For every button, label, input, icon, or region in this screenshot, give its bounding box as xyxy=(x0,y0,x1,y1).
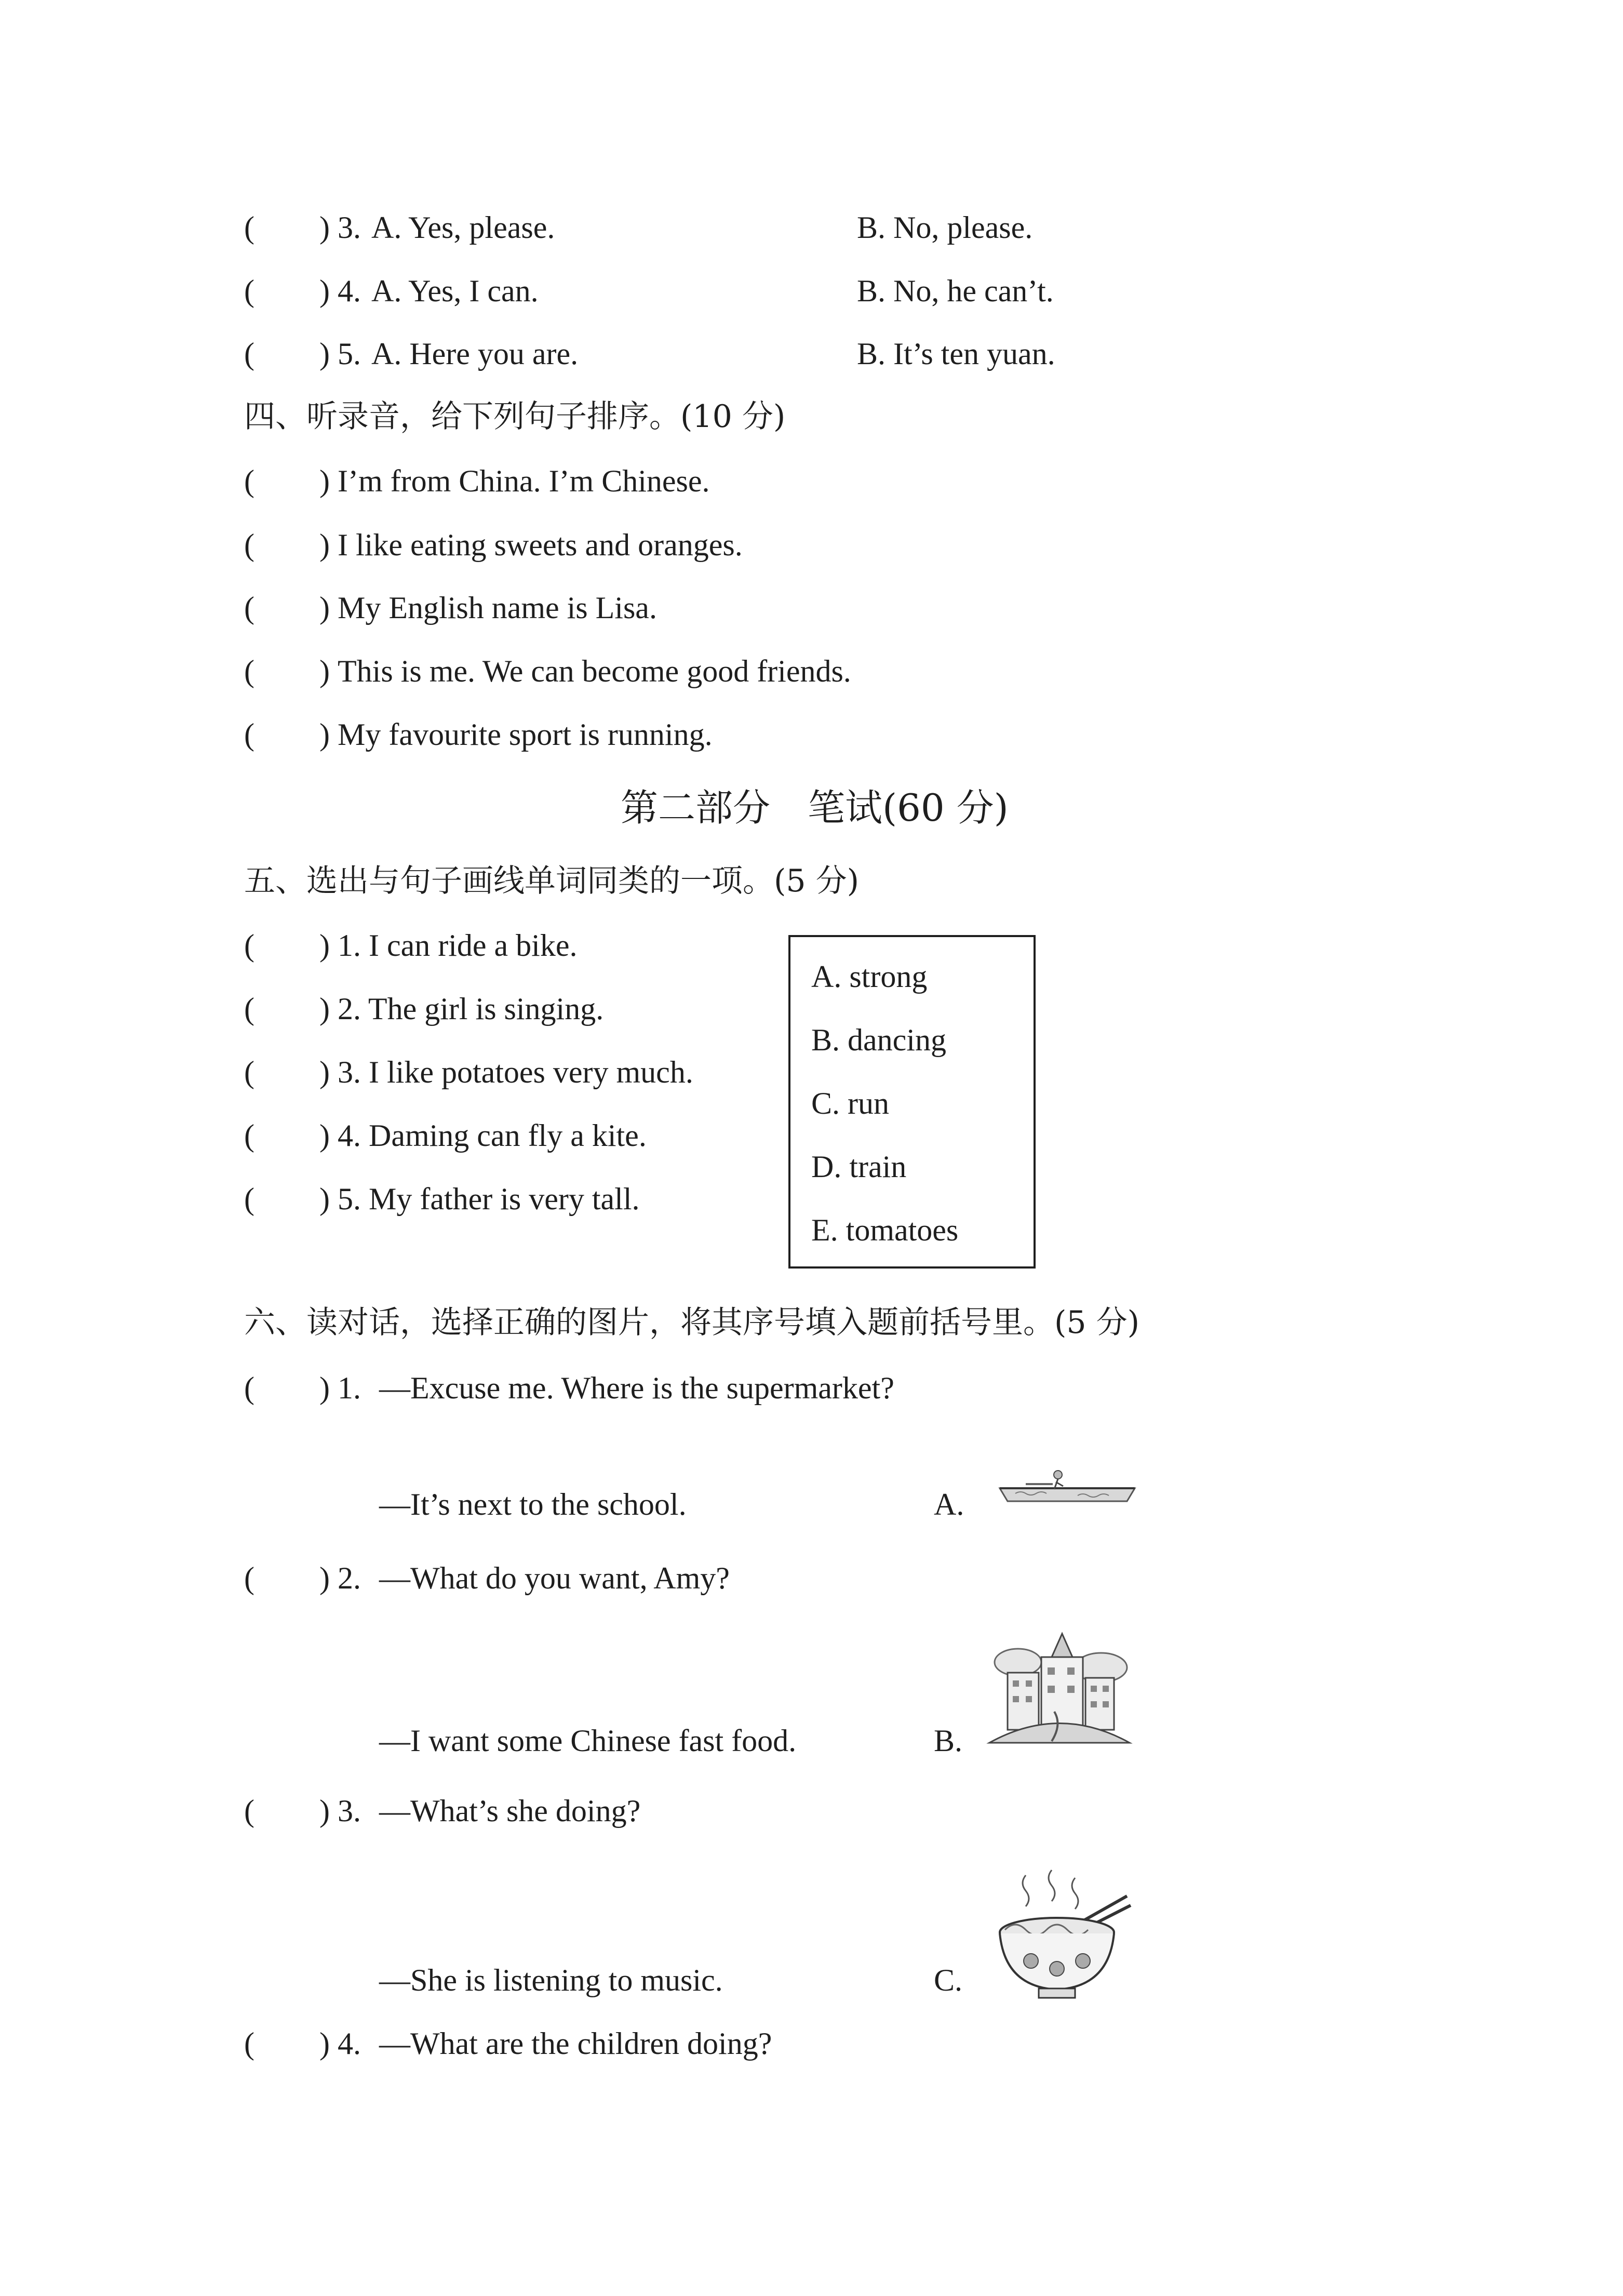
item-number: 2. xyxy=(338,1561,361,1595)
section5-heading: 五、选出与句子画线单词同类的一项。(5 分) xyxy=(244,863,860,899)
option-a: A. Here you are. xyxy=(371,337,579,371)
sentence: This is me. We can become good friends. xyxy=(338,654,851,688)
answer-bracket-open: ( xyxy=(244,337,254,371)
city-school-icon xyxy=(984,1626,1135,1751)
answer-bracket-close: ) xyxy=(319,1055,330,1089)
answer-bracket-open: ( xyxy=(244,528,254,562)
answer-line: —She is listening to music. xyxy=(379,1963,723,1997)
answer-line: —I want some Chinese fast food. xyxy=(379,1724,797,1758)
answer-bracket-open: ( xyxy=(244,1182,254,1216)
sentence: My favourite sport is running. xyxy=(338,717,713,752)
option-b: B. No, please. xyxy=(857,210,1033,245)
option: C. run xyxy=(811,1086,889,1120)
answer-bracket-close: ) xyxy=(319,1794,330,1828)
answer-bracket-open: ( xyxy=(244,1118,254,1153)
options-box xyxy=(788,935,1036,1269)
item-number: 3. xyxy=(338,1794,361,1828)
option: D. train xyxy=(811,1150,907,1184)
sentence: 5. My father is very tall. xyxy=(338,1182,640,1216)
answer-bracket-close: ) xyxy=(319,274,330,308)
item-number: 5. xyxy=(338,337,361,371)
answer-bracket-close: ) xyxy=(319,210,330,245)
option: B. dancing xyxy=(811,1023,946,1057)
answer-bracket-close: ) xyxy=(319,1118,330,1153)
item-number: 4. xyxy=(338,2026,361,2061)
picture-label-b: B. xyxy=(934,1724,963,1758)
answer-bracket-open: ( xyxy=(244,591,254,625)
picture-label-a: A. xyxy=(934,1487,964,1521)
answer-bracket-open: ( xyxy=(244,1794,254,1828)
answer-bracket-open: ( xyxy=(244,1561,254,1595)
sentence: I like eating sweets and oranges. xyxy=(338,528,743,562)
option: E. tomatoes xyxy=(811,1213,959,1247)
answer-bracket-open: ( xyxy=(244,654,254,688)
answer-bracket-open: ( xyxy=(244,1055,254,1089)
answer-line: —It’s next to the school. xyxy=(379,1487,687,1521)
option-b: B. It’s ten yuan. xyxy=(857,337,1055,371)
answer-bracket-close: ) xyxy=(319,1561,330,1595)
option-b: B. No, he can’t. xyxy=(857,274,1054,308)
item-number: 4. xyxy=(338,274,361,308)
swimming-pool-icon xyxy=(995,1457,1140,1509)
question-line: —What are the children doing? xyxy=(379,2026,772,2061)
answer-bracket-open: ( xyxy=(244,1371,254,1405)
answer-bracket-close: ) xyxy=(319,717,330,752)
answer-bracket-close: ) xyxy=(319,1182,330,1216)
answer-bracket-open: ( xyxy=(244,210,254,245)
option: A. strong xyxy=(811,959,928,994)
noodle-bowl-icon xyxy=(989,1865,1135,2005)
question-line: —What do you want, Amy? xyxy=(379,1561,730,1595)
picture-label-c: C. xyxy=(934,1963,963,1997)
section4-heading: 四、听录音，给下列句子排序。(10 分) xyxy=(244,398,786,435)
answer-bracket-close: ) xyxy=(319,928,330,963)
answer-bracket-close: ) xyxy=(319,2026,330,2061)
answer-bracket-open: ( xyxy=(244,464,254,498)
question-line: —What’s she doing? xyxy=(379,1794,641,1828)
section6-heading: 六、读对话，选择正确的图片，将其序号填入题前括号里。(5 分) xyxy=(244,1304,1140,1341)
item-number: 3. xyxy=(338,210,361,245)
option-a: A. Yes, please. xyxy=(371,210,555,245)
answer-bracket-open: ( xyxy=(244,717,254,752)
sentence: 4. Daming can fly a kite. xyxy=(338,1118,647,1153)
sentence: I’m from China. I’m Chinese. xyxy=(338,464,710,498)
answer-bracket-close: ) xyxy=(319,992,330,1026)
sentence: 1. I can ride a bike. xyxy=(338,928,578,963)
answer-bracket-close: ) xyxy=(319,1371,330,1405)
sentence: 3. I like potatoes very much. xyxy=(338,1055,693,1089)
option-a: A. Yes, I can. xyxy=(371,274,539,308)
answer-bracket-open: ( xyxy=(244,992,254,1026)
answer-bracket-close: ) xyxy=(319,464,330,498)
item-number: 1. xyxy=(338,1371,361,1405)
part2-title: 第二部分 笔试(60 分) xyxy=(621,786,1009,830)
question-line: —Excuse me. Where is the supermarket? xyxy=(379,1371,894,1405)
sentence: My English name is Lisa. xyxy=(338,591,657,625)
answer-bracket-open: ( xyxy=(244,2026,254,2061)
answer-bracket-close: ) xyxy=(319,591,330,625)
answer-bracket-open: ( xyxy=(244,928,254,963)
answer-bracket-close: ) xyxy=(319,528,330,562)
answer-bracket-close: ) xyxy=(319,654,330,688)
answer-bracket-close: ) xyxy=(319,337,330,371)
answer-bracket-open: ( xyxy=(244,274,254,308)
sentence: 2. The girl is singing. xyxy=(338,992,604,1026)
